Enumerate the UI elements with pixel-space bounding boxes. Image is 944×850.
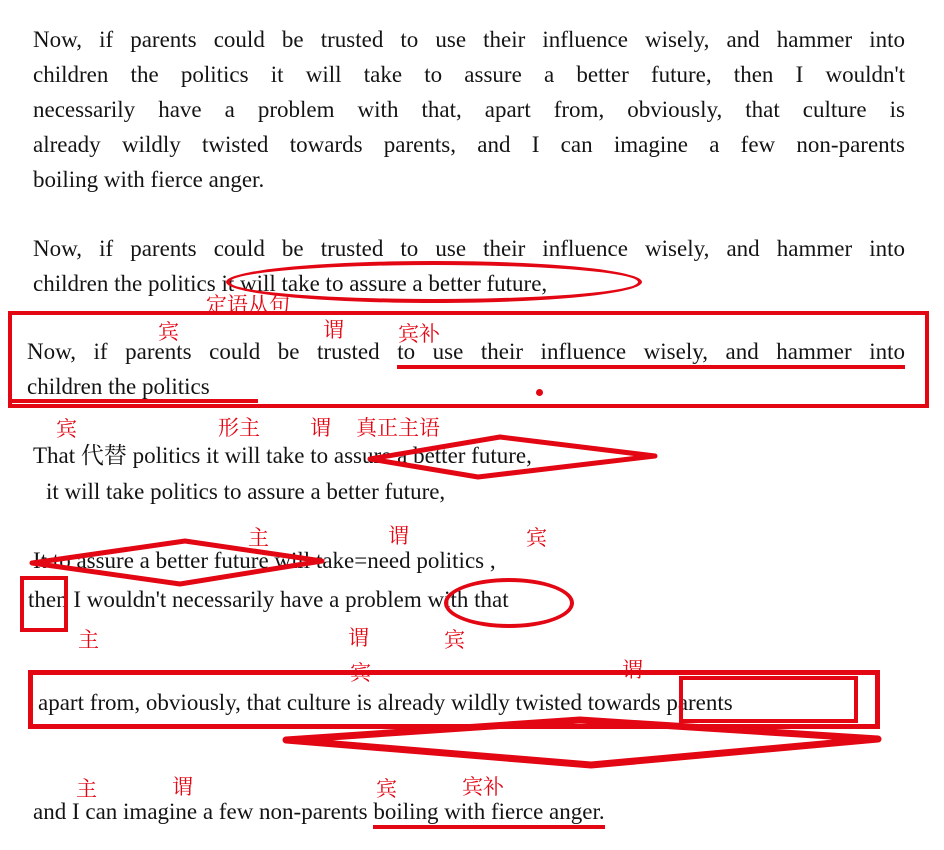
paragraph-line: necessarily have a problem with that, apart from, obviously, that culture is (33, 97, 905, 122)
sentence-text: children the politics (33, 271, 222, 296)
struck-text: to assure a better future (310, 443, 527, 468)
sentence-text: Now, if parents could be trusted (27, 339, 398, 364)
label-object: 宾 (376, 777, 397, 801)
label-formal-subject: 形主 (218, 416, 260, 440)
label-object: 宾 (350, 661, 371, 685)
apart-from-line (38, 688, 733, 718)
label-predicate: 谓 (622, 658, 643, 682)
label-subject: 主 (78, 628, 99, 652)
label-object-complement: 宾补 (462, 775, 504, 799)
label-predicate: 谓 (388, 524, 409, 548)
label-predicate: 谓 (172, 775, 193, 799)
label-object: 宾 (444, 628, 465, 652)
label-predicate: 谓 (348, 626, 369, 650)
sentence-text: apart from, obviously, that culture is already wildly twisted (38, 690, 588, 715)
red-underline (10, 399, 258, 403)
it-analysis-line2 (28, 585, 509, 615)
paragraph-line: children the politics it will take to assure a better future, then I wouldn't (33, 62, 905, 87)
boxed-text: towards parents (587, 690, 733, 715)
sentence-text: will take=need politics , (268, 548, 496, 573)
paragraph-line: already wildly twisted towards parents, and I can imagine a few non-parents (33, 132, 905, 157)
red-box-then (20, 576, 68, 632)
it-analysis-line1 (33, 546, 496, 576)
label-predicate: 谓 (310, 416, 331, 440)
label-object-complement: 宾补 (398, 322, 440, 346)
red-dot (536, 389, 543, 396)
circled-text: with that (427, 587, 509, 612)
sentence-text: and I can imagine a few non-parents (33, 799, 374, 824)
final-clause-line (33, 797, 605, 827)
main-clause-line1 (27, 337, 905, 367)
sentence-text: , (541, 271, 548, 296)
paragraph-line: Now, if parents could be trusted to use their influence wisely, and hammer into (33, 27, 905, 52)
sentence-text: I wouldn't necessarily have a problem (67, 587, 428, 612)
underlined-text: to use their influence wisely, and hammer into (397, 339, 905, 369)
label-object: 宾 (158, 320, 179, 344)
circled-attributive-clause: it will take to assure a better future (221, 271, 542, 296)
label-object: 宾 (526, 526, 547, 550)
label-subject: 主 (76, 777, 97, 801)
sentence-text: That 代替 politics it will take (33, 443, 311, 468)
that-analysis-line2: it will take politics to assure a better future, (46, 479, 446, 504)
paragraph-line: boiling with fierce anger. (33, 167, 265, 192)
label-predicate: 谓 (323, 318, 344, 342)
sentence-text: , (526, 443, 532, 468)
red-ellipse-with-that (444, 578, 574, 628)
underlined-text: boiling with fierce anger. (373, 799, 604, 829)
label-real-subject: 真正主语 (356, 416, 440, 440)
red-box-towards-parents (679, 676, 858, 723)
main-clause-line2: children the politics (27, 374, 210, 399)
that-analysis-line1 (33, 441, 532, 471)
label-subject: 主 (248, 526, 269, 550)
label-object: 宾 (56, 417, 77, 441)
boxed-word: then (28, 587, 68, 612)
label-attributive-clause: 定语从句 (206, 293, 290, 317)
struck-text: It to assure a better future (33, 548, 269, 573)
parsed-sentence-line1: Now, if parents could be trusted to use their influence wisely, and hammer into (33, 236, 905, 261)
